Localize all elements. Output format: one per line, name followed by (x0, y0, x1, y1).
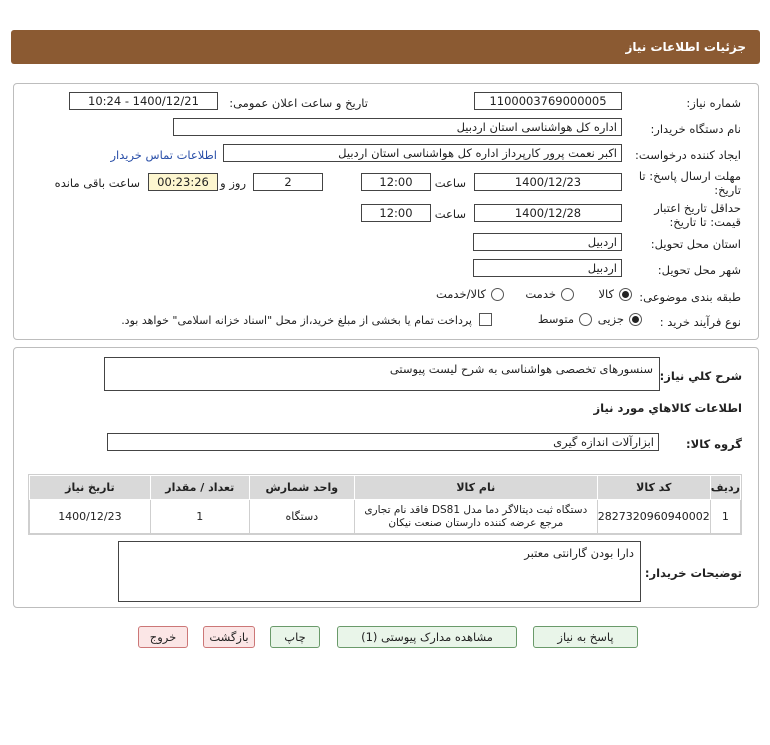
col-name: نام کالا (354, 476, 597, 500)
summary-title-label: شرح کلي نياز: (659, 369, 742, 383)
need-number-field: 1100003769000005 (474, 92, 622, 110)
category-option-label: کالا (598, 287, 614, 301)
summary-title-value: سنسورهای تخصصی هواشناسی به شرح لیست پیوستی (389, 362, 653, 376)
validity-label-line2: قیمت: تا تاریخ: (669, 215, 741, 229)
need-number-label: شماره نیاز: (686, 96, 741, 110)
reply-time-field: 12:00 (361, 173, 431, 191)
radio-selected-icon (629, 313, 642, 326)
announce-field: 1400/12/21 - 10:24 (69, 92, 218, 110)
cell-date: 1400/12/23 (30, 500, 151, 534)
col-row: ردیف (710, 476, 740, 500)
buyer-notes-value: دارا بودن گارانتی معتبر (524, 546, 634, 560)
creator-label: ایجاد کننده درخواست: (635, 148, 741, 162)
items-table (29, 475, 741, 534)
col-qty: تعداد / مقدار (150, 476, 249, 500)
col-unit: واحد شمارش (249, 476, 354, 500)
category-radio-service[interactable] (525, 287, 574, 301)
treasury-checkbox[interactable] (479, 313, 492, 326)
validity-time-label: ساعت (434, 207, 466, 221)
province-field: اردبیل (473, 233, 622, 251)
announce-label: تاریخ و ساعت اعلان عمومی: (229, 96, 368, 110)
page-title: جزئیات اطلاعات نیاز (625, 40, 746, 54)
process-label: نوع فرآیند خرید : (659, 315, 741, 329)
cell-qty: 1 (150, 500, 249, 534)
cell-unit: دستگاه (249, 500, 354, 534)
reply-date-field: 1400/12/23 (474, 173, 622, 191)
goods-group-field: ابزارآلات اندازه گیری (107, 433, 659, 451)
reply-button[interactable]: پاسخ به نیاز (533, 626, 638, 648)
radio-empty-icon (491, 288, 504, 301)
buyer-org-field: اداره کل هواشناسی استان اردبیل (173, 118, 622, 136)
cell-code: 2827320960940002 (597, 500, 710, 534)
col-code: کد کالا (597, 476, 710, 500)
category-radio-goods[interactable] (598, 287, 632, 301)
category-option-label: خدمت (525, 287, 556, 301)
items-table-wrap (28, 474, 742, 535)
exit-button[interactable]: خروج (138, 626, 188, 648)
category-label: طبقه بندی موضوعی: (639, 290, 741, 304)
contact-buyer-link[interactable]: اطلاعات تماس خریدار (110, 148, 217, 162)
attachments-button[interactable]: مشاهده مدارک پیوستی (1) (337, 626, 517, 648)
validity-label (654, 201, 741, 229)
buyer-notes-field (118, 541, 641, 602)
process-radio-medium[interactable] (538, 312, 592, 326)
table-row (30, 500, 741, 534)
buyer-org-label: نام دستگاه خریدار: (650, 122, 741, 136)
summary-title-field (104, 357, 660, 391)
goods-group-label: گروه کالا: (686, 437, 742, 451)
category-option-label: کالا/خدمت (435, 287, 486, 301)
remaining-label: ساعت باقی مانده (54, 176, 140, 190)
process-radio-minor[interactable] (598, 312, 642, 326)
back-button[interactable]: بازگشت (203, 626, 255, 648)
process-option-label: متوسط (537, 312, 574, 326)
days-label: روز و (220, 176, 246, 190)
cell-row: 1 (710, 500, 740, 534)
reply-deadline-label-line2: تاریخ: (714, 183, 741, 197)
radio-empty-icon (561, 288, 574, 301)
days-field: 2 (253, 173, 323, 191)
reply-deadline-label-line1: مهلت ارسال پاسخ: تا (638, 169, 741, 183)
header-bar (11, 30, 760, 64)
cell-name: دستگاه ثبت دیتالاگر دما مدل DS81 فاقد نام تجاری مرجع عرضه کننده دارستان صنعت نیکان (354, 500, 597, 534)
province-label: استان محل تحویل: (650, 237, 741, 251)
city-label: شهر محل تحویل: (657, 263, 741, 277)
remaining-time-field: 00:23:26 (148, 173, 218, 191)
validity-time-field: 12:00 (361, 204, 431, 222)
reply-time-label: ساعت (434, 176, 466, 190)
reply-deadline-label (639, 169, 741, 197)
print-button[interactable]: چاپ (270, 626, 320, 648)
creator-field: اکبر نعمت پرور کارپرداز اداره کل هواشناسی استان اردبیل (223, 144, 622, 162)
radio-selected-icon (619, 288, 632, 301)
table-header-row (30, 476, 741, 500)
validity-label-line1: حداقل تاریخ اعتبار (654, 201, 741, 215)
buyer-notes-label: توضیحات خریدار: (644, 566, 742, 580)
payment-note: پرداخت تمام یا بخشی از مبلغ خرید،از محل "اسناد خزانه اسلامی" خواهد بود. (121, 314, 472, 327)
category-radio-goods-service[interactable] (436, 287, 504, 301)
col-date: تاریخ نیاز (30, 476, 151, 500)
validity-date-field: 1400/12/28 (474, 204, 622, 222)
process-option-label: جزیی (597, 312, 624, 326)
city-field: اردبیل (473, 259, 622, 277)
radio-empty-icon (579, 313, 592, 326)
goods-info-heading: اطلاعات کالاهاي مورد نياز (593, 401, 742, 415)
